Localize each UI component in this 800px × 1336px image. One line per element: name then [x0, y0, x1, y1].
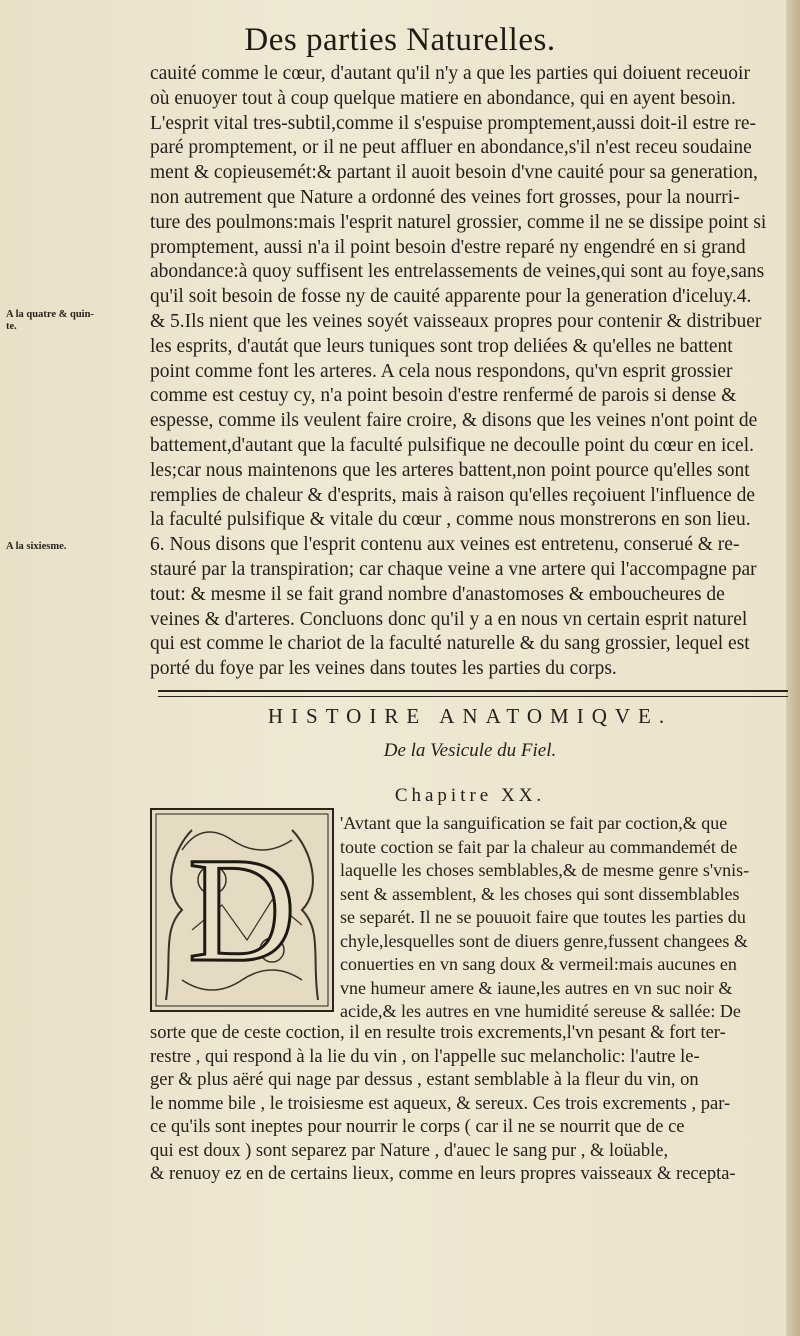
- text-line: conuerties en vn sang doux & vermeil:mais aucunes en: [340, 954, 737, 974]
- text-line: cauité comme le cœur, d'autant qu'il n'y a que les parties qui doiuent receuoir: [150, 63, 750, 84]
- text-line: où enuoyer tout à coup quelque matiere en abondance, qui en ayent besoin.: [150, 87, 736, 109]
- margin-note-4-5: [6, 309, 146, 333]
- text-line: vne humeur amere & iaune,les autres en vn suc noir &: [340, 977, 733, 998]
- text-line: & renuoy ez en de certains lieux, comme en leurs propres vaisseaux & recepta-: [150, 1164, 736, 1184]
- text-line: & 5.Ils nient que les veines soyét vaisseaux propres pour contenir & distribuer: [150, 310, 762, 332]
- margin-note-line: te.: [6, 321, 17, 332]
- text-line: ger & plus aëré qui nage par dessus , estant semblable à la fleur du vin, on: [150, 1070, 699, 1090]
- text-line: qui est doux ) sont separez par Nature , d'auec le sang pur , & loüable,: [150, 1140, 669, 1161]
- divider-rule: [158, 690, 788, 692]
- margin-note-6: A la sixiesme.: [6, 541, 67, 552]
- text-line: promptement, aussi n'a il point besoin d'estre reparé ny engendré en si grand: [150, 236, 746, 258]
- text-line: acide,& les autres en vne humidité sereuse & sallée: De: [340, 1001, 741, 1021]
- chapter-heading: Chapitre XX.: [394, 785, 546, 806]
- chapter-subtitle: De la Vesicule du Fiel.: [383, 740, 557, 761]
- text-line: stauré par la transpiration; car chaque veine a vne artere qui l'accompagne par: [150, 558, 757, 580]
- text-line: toute coction se fait par la chaleur au commandemét de: [340, 836, 738, 857]
- text-line: laquelle les choses semblables,& de mesme genre s'vnis-: [340, 860, 750, 880]
- section-title: HISTOIRE ANATOMIQVE.: [267, 704, 673, 728]
- ornament-illustration: [152, 810, 332, 1010]
- text-line: paré promptement, or il ne peut affluer en abondance,s'il n'est receu soudaine: [150, 137, 752, 159]
- text-line: les;car nous maintenons que les arteres battent,non point pource qu'elles sont: [150, 459, 750, 481]
- text-line: chyle,lesquelles sont de diuers genre,fussent changees &: [340, 930, 748, 951]
- text-line: la faculté pulsifique & vitale du cœur , comme nous monstrerons en son lieu.: [150, 509, 751, 531]
- dropcap-letter: D: [187, 827, 297, 993]
- text-line: les esprits, d'autát que leurs tuniques sont trop deliées & qu'elles ne battent: [150, 335, 733, 357]
- text-line: battement,d'autant que la faculté pulsifique ne decoulle point du cœur en icel.: [150, 434, 755, 456]
- text-line: restre , qui respond à la lie du vin , on l'appelle suc melancholic: l'autre le-: [150, 1046, 700, 1067]
- text-line: ce qu'ils sont ineptes pour nourrir le corps ( car il ne se nourrit que de ce: [150, 1117, 685, 1137]
- margin-note-line: A la quatre & quin-: [6, 309, 94, 320]
- text-line: espesse, comme ils veulent faire croire, & disons que les veines n'ont point de: [150, 410, 758, 432]
- decorated-initial: [150, 808, 334, 1012]
- text-block-beside-initial: [340, 812, 790, 1024]
- text-line: 'Avtant que la sanguification se fait par coction,& que: [340, 813, 728, 833]
- text-line: abondance:à quoy suffisent les entrelassements de veines,qui sont au foye,sans: [150, 261, 765, 283]
- text-line: qui est comme le chariot de la faculté naturelle & du sang grossier, lequel est: [150, 633, 750, 655]
- text-line: non autrement que Nature a ordonné des veines fort grosses, pour la nourri-: [150, 186, 740, 208]
- running-head: Des parties Naturelles.: [244, 22, 556, 58]
- divider-rule-thin: [158, 696, 788, 697]
- text-line: point comme font les arteres. A cela nous respondons, qu'vn esprit grossier: [150, 360, 733, 382]
- text-line: comme est cestuy cy, n'a point besoin d'estre renfermé de parois si dense &: [150, 385, 737, 407]
- text-line: L'esprit vital tres-subtil,comme il s'espuise promptement,aussi doit-il estre re-: [150, 112, 756, 134]
- text-line: remplies de chaleur & d'esprits, mais à raison qu'elles reçoiuent l'influence de: [150, 484, 756, 506]
- text-line: ture des poulmons:mais l'esprit naturel grossier, comme il ne se dissipe point si: [150, 211, 767, 233]
- text-line: porté du foye par les veines dans toutes les parties du corps.: [150, 658, 617, 680]
- text-line: ment & copieusemét:& partant il auoit besoin d'vne cauité pour sa generation,: [150, 162, 758, 184]
- text-line: sorte que de ceste coction, il en resulte trois excrements,l'vn pesant & fort ter-: [150, 1023, 726, 1043]
- text-line: veines & d'arteres. Concluons donc qu'il y a en nous vn certain esprit naturel: [150, 608, 748, 630]
- text-line: le nomme bile , le troisiesme est aqueux, & sereux. Ces trois excrements , par-: [150, 1093, 731, 1114]
- text-line: sent & assemblent, & les choses qui sont dissemblables: [340, 883, 740, 904]
- text-line: qu'il soit besoin de fosse ny de cauité apparente pour la generation d'iceluy.4.: [150, 286, 752, 308]
- text-line: se separét. Il ne se pouuoit faire que toutes les parties du: [340, 907, 746, 927]
- text-block-upper: [150, 62, 790, 682]
- text-block-lower: [150, 1022, 790, 1187]
- text-line: 6. Nous disons que l'esprit contenu aux veines est entretenu, conserué & re-: [150, 534, 740, 556]
- text-line: tout: & mesme il se fait grand nombre d'anastomoses & embouchеures de: [150, 583, 725, 605]
